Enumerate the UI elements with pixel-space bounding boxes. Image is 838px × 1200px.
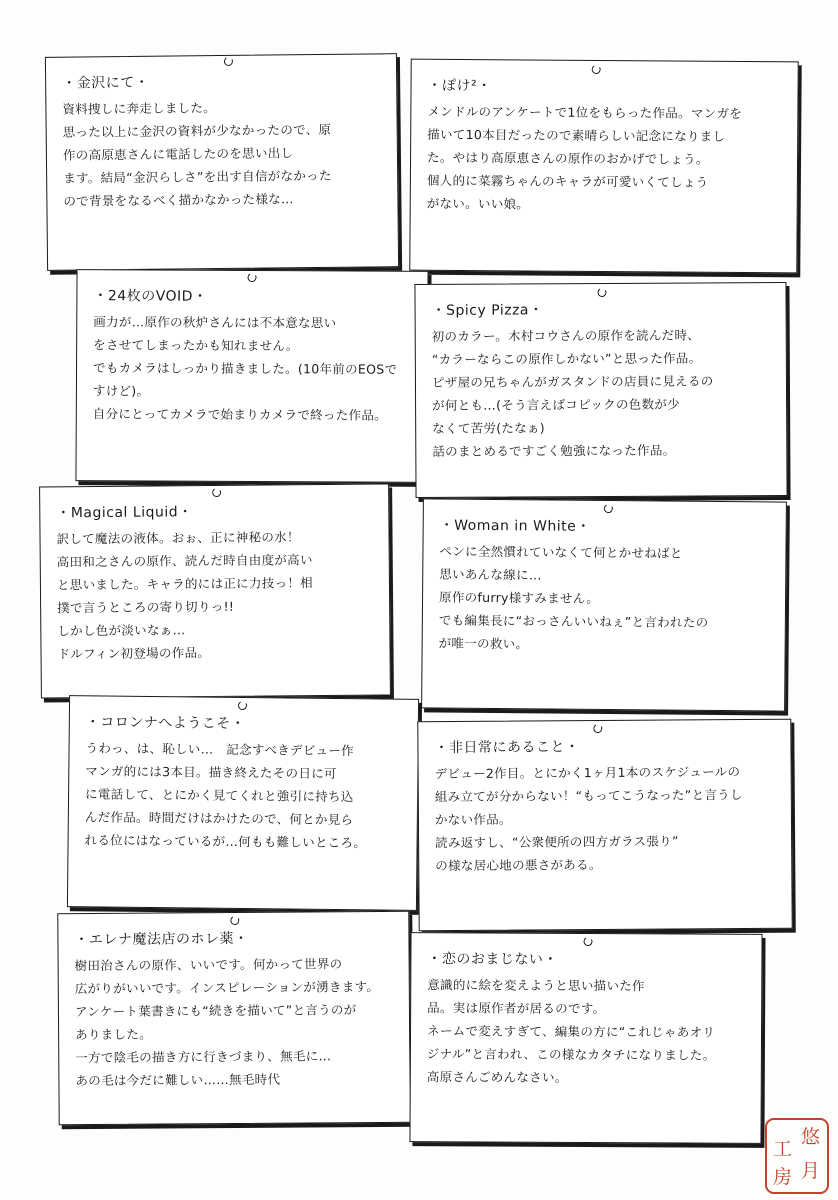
card-line: メンドルのアンケートで1位をもらった作品。マンガを [427, 103, 743, 121]
card-line: をさせてしまったかも知れません。 [93, 337, 299, 354]
card-line: 原作のfurry様すみません。 [438, 589, 600, 606]
card-line: 意識的に絵を変えようと思い描いた作 [427, 977, 645, 994]
card-line: ます。結局“金沢らしさ”を出す自信がなかった [63, 167, 332, 186]
card-line: に電話して、とにかく見てくれと強引に持ち込 [85, 786, 354, 805]
note-card-elena [57, 911, 410, 1125]
card-line: “カラーならこの原作しかない”と思った作品。 [431, 350, 702, 367]
pin-icon [229, 915, 240, 926]
card-line: れる位にはなっているが…何もも難しいところ。 [84, 832, 367, 851]
seal-char: 房 [773, 1166, 793, 1188]
card-line: が唯一の救い。 [438, 635, 529, 652]
card-line: マンガ的には3本目。描き終えたその日に可 [85, 763, 337, 781]
card-title: ・非日常にあること・ [434, 739, 580, 757]
card-line: 描いて10本目だったので素晴らしい記念になりまし [427, 126, 726, 144]
card-line: 組み立てが分からない！“もってこうなった”と言うし [434, 787, 743, 805]
pin-icon [591, 64, 602, 75]
card-line: 高田和之さんの原作、読んだ時自由度が高い [56, 552, 313, 570]
seal-char: 工 [773, 1138, 793, 1160]
card-line: デビュー2作目。とにかく1ヶ月1本のスケジュールの [434, 764, 741, 782]
card-line: 初のカラー。木村コウさんの原作を読んだ時、 [431, 327, 701, 344]
seal-char: 悠 [800, 1126, 820, 1148]
pin-icon [582, 936, 593, 947]
card-line: なくて苦労(たなぁ) [432, 420, 546, 436]
card-title: ・コロンナへようこそ・ [85, 714, 246, 733]
card-line: 思った以上に金沢の資料が少なかったので、原 [62, 121, 332, 140]
note-card-woman-in-white [421, 498, 787, 711]
seal-char: 月 [800, 1160, 820, 1182]
artist-seal-stamp [765, 1118, 829, 1194]
pin-icon [211, 487, 222, 498]
card-line: 広がりがいいです。インスピレーションが湧きます。 [74, 978, 380, 997]
card-line: 読み返すし、“公衆便所の四方ガラス張り” [435, 833, 679, 851]
card-line: の様な居心地の悪さがある。 [435, 857, 602, 874]
note-card-hinichijo [417, 719, 792, 932]
card-line: ドルフィン初登場の作品。 [57, 645, 211, 662]
card-title: ・ぽけ²・ [427, 77, 492, 95]
card-title: ・恋のおまじない・ [427, 951, 558, 968]
card-line: ジナル”と言われ、この様なカタチになりました。 [426, 1046, 716, 1063]
card-title: ・Woman in White・ [439, 517, 591, 535]
card-line: あの毛は今だに難しい……無毛時代 [75, 1071, 281, 1089]
card-line: ピザ屋の兄ちゃんがガスタンドの店員に見えるの [431, 373, 714, 390]
pin-icon [223, 56, 234, 67]
card-line: 樹田治さんの原作、いいです。何かって世界の [74, 956, 343, 974]
card-line: が何とも…(そう言えばコピックの色数が少 [432, 396, 681, 413]
card-title: ・エレナ魔法店のホレ薬・ [74, 930, 249, 949]
card-line: 個人的に菜霧ちゃんのキャラが可愛いくてしょう [426, 172, 709, 190]
note-card-spicy-pizza [414, 282, 787, 498]
card-title: ・Spicy Pizza・ [431, 302, 544, 319]
card-line: しかし色が淡いなぁ… [57, 622, 186, 639]
note-card-kanazawa [45, 53, 399, 271]
card-line: 一方で陰毛の描き方に行きづまり、無毛に… [75, 1048, 332, 1066]
card-line: 思いあんな線に… [439, 566, 542, 583]
card-line: ネームで変えすぎて、編集の方に“これじゃあオリ [426, 1023, 716, 1040]
card-line: 作の高原恵さんに電話したのを思い出し [62, 145, 294, 163]
note-card-24-void [75, 269, 428, 483]
card-line: と思いました。キャラ的には正に力技っ！相 [56, 575, 314, 593]
note-card-koi-no-omajinai [409, 932, 762, 1144]
card-line: 画力が…原作の秋炉さんには不本意な思い [93, 314, 337, 331]
card-line: ありました。 [75, 1026, 152, 1043]
card-line: 品。実は原作者が居るのです。 [427, 1000, 606, 1017]
note-card-colonna [67, 695, 419, 911]
card-line: 高原さんごめんなさい。 [426, 1069, 568, 1085]
note-card-magical-liquid [39, 483, 391, 698]
card-line: でも編集長に“おっさんいいねぇ”と言われたの [438, 612, 709, 630]
pin-icon [246, 272, 257, 283]
pin-icon [237, 700, 248, 711]
card-line: 訳して魔法の液体。おぉ、正に神秘の水！ [56, 529, 300, 547]
pin-icon [592, 723, 603, 734]
card-title: ・金沢にて・ [62, 74, 150, 92]
card-line: た。やはり高原恵さんの原作のおかげでしょう。 [427, 149, 709, 167]
card-line: ので背景をなるべく描かなかった様な… [63, 191, 294, 209]
pin-icon [596, 287, 607, 298]
card-line: でもカメラはしっかり描きました。(10年前のEOSで [93, 360, 398, 377]
card-line: 話のまとめるですごく勉強になった作品。 [432, 442, 676, 459]
card-line: すけど)。 [92, 383, 150, 399]
card-line: かない作品。 [434, 811, 512, 828]
card-line: アンケート葉書きにも“続きを描いて”と言うのが [74, 1002, 357, 1020]
pin-icon [603, 503, 614, 514]
card-line: んだ作品。時間だけはかけたので、何とか見ら [84, 809, 354, 828]
card-title: ・Magical Liquid・ [56, 504, 193, 522]
card-line: がない。いい娘。 [426, 195, 530, 212]
card-line: 撲で言うところの寄り切りっ!! [57, 598, 235, 616]
card-line: ペンに全然慣れていなくて何とかせねばと [439, 543, 683, 561]
card-title: ・24枚のVOID・ [93, 288, 208, 305]
card-line: 自分にとってカメラで始まりカメラで終った作品。 [92, 406, 387, 423]
card-line: うわっ、は、恥しい… 記念すべきデビュー作 [85, 740, 355, 759]
card-line: 資料捜しに奔走しました。 [62, 100, 217, 117]
note-card-poke2 [409, 59, 798, 274]
